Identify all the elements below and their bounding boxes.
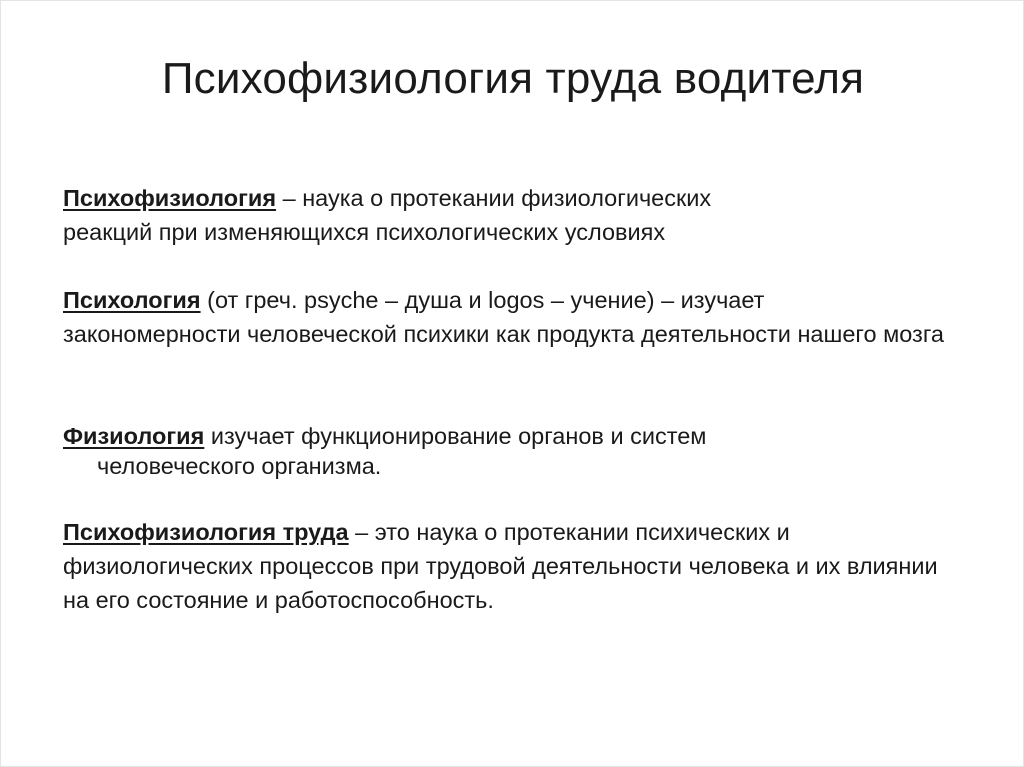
- term-psychology: Психология: [63, 287, 201, 313]
- definition-text-rest: физиологических процессов при трудовой деятельности человека и их влиянии на его состояние и работоспособность.: [63, 553, 938, 613]
- definition-psychophysiology: [63, 181, 883, 249]
- slide-title: Психофизиология труда водителя: [161, 54, 865, 103]
- term-physiology: Физиология: [63, 423, 205, 449]
- definition-text-line1: – наука о протекании физиологических: [276, 185, 712, 211]
- definition-psychology: [63, 283, 953, 351]
- definition-text-rest: закономерности человеческой психики как продукта деятельности нашего мозга: [63, 321, 944, 347]
- definition-text-line1: – это наука о протекании психических и: [348, 519, 790, 545]
- definition-text-line1: (от греч. psyche – душа и logos – учение) – изучает: [200, 287, 765, 313]
- definition-text-rest: человеческого организма.: [97, 453, 382, 479]
- term-psychophysiology: Психофизиология: [63, 185, 277, 211]
- definition-text-line1: изучает функционирование органов и систем: [204, 423, 707, 449]
- definition-physiology: [63, 419, 883, 479]
- term-labor-psychophysiology: Психофизиология труда: [63, 519, 349, 545]
- definition-text-rest: реакций при изменяющихся психологических условиях: [63, 219, 666, 245]
- definition-labor-psychophysiology: [63, 515, 953, 617]
